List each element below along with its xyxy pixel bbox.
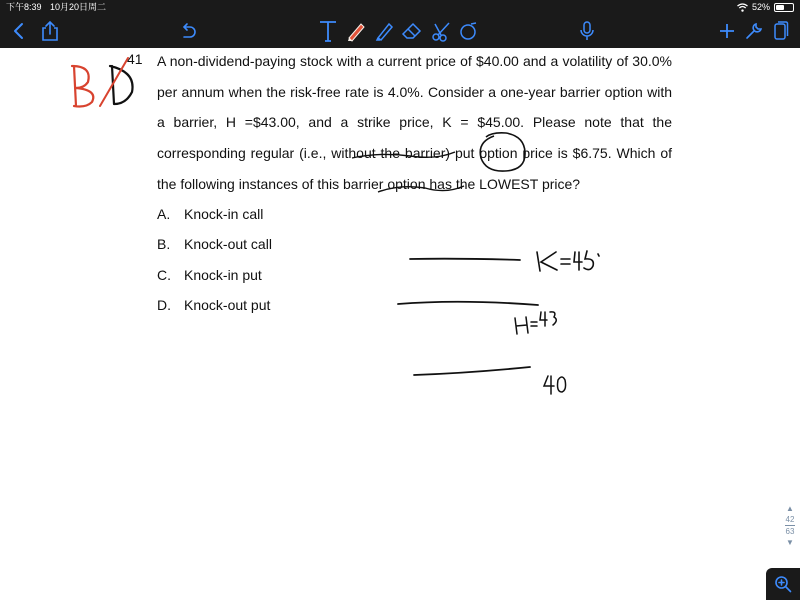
choice-letter: D.	[157, 297, 171, 313]
choice-c	[157, 265, 262, 285]
eraser-tool-button[interactable]	[399, 14, 425, 48]
add-icon	[718, 22, 736, 40]
text-tool-button[interactable]	[315, 14, 341, 48]
ink-letter-d	[110, 66, 133, 104]
choice-text: Knock-in put	[184, 267, 262, 283]
choice-text: Knock-out call	[184, 236, 272, 252]
lasso-tool-icon	[431, 20, 453, 42]
ink-line-strike	[410, 259, 520, 260]
ink-letter-b	[72, 66, 93, 107]
scroll-down-icon[interactable]: ▼	[786, 538, 794, 547]
add-button[interactable]	[714, 14, 740, 48]
toolbar	[0, 14, 800, 48]
highlighter-tool-icon	[375, 21, 395, 41]
question-number: 41	[127, 51, 143, 67]
zoom-in-icon	[774, 575, 792, 593]
shape-tool-button[interactable]	[456, 14, 482, 48]
share-button[interactable]	[37, 14, 63, 48]
status-time: 下午8:39	[6, 2, 42, 12]
zoom-button[interactable]	[766, 568, 800, 600]
settings-button[interactable]	[741, 14, 767, 48]
ink-line-barrier	[398, 302, 538, 305]
ink-strike	[100, 58, 128, 106]
status-bar	[0, 0, 800, 14]
back-button[interactable]	[6, 14, 32, 48]
choice-b	[157, 234, 272, 254]
battery-fill	[776, 5, 784, 10]
pen-tool-button[interactable]	[343, 14, 369, 48]
status-date: 10月20日周二	[50, 2, 107, 12]
choice-letter: C.	[157, 267, 171, 283]
pages-icon	[773, 21, 789, 41]
choice-text: Knock-out put	[184, 297, 271, 313]
total-pages-number: 63	[785, 527, 795, 536]
text-tool-icon	[318, 20, 338, 42]
ink-label-h	[515, 312, 556, 334]
highlighter-tool-button[interactable]	[372, 14, 398, 48]
choice-letter: A.	[157, 206, 171, 222]
battery-icon	[774, 3, 794, 12]
ink-label-40	[544, 376, 566, 394]
pen-tool-icon	[345, 20, 367, 42]
current-page-number: 42	[785, 515, 795, 524]
undo-icon	[179, 22, 197, 40]
choice-a	[157, 204, 263, 224]
wifi-icon	[737, 3, 748, 12]
microphone-icon	[579, 20, 595, 42]
shape-tool-icon	[459, 21, 479, 41]
eraser-tool-icon	[401, 21, 423, 41]
question-text: A non-dividend-paying stock with a current price of $40.00 and a volatility of 30.0% per annum when the risk-free rate is 4.0%. Consider a one-year barrier option with a barrier, H =$43.00, and a strike price, K = $45.00. Please note that the corresponding regular (i.e., without the barrier) put option price is $6.75. Which of the following instances of this barrier option has the LOWEST price?	[157, 53, 672, 192]
wrench-icon	[744, 21, 764, 41]
page-scroll-indicator[interactable]	[783, 503, 797, 548]
microphone-button[interactable]	[574, 14, 600, 48]
ink-label-k	[537, 251, 599, 271]
battery-percent: 52%	[751, 2, 770, 12]
pages-button[interactable]	[768, 14, 794, 48]
choice-text: Knock-in call	[184, 206, 264, 222]
back-icon	[12, 22, 26, 40]
status-right	[737, 0, 794, 14]
choice-d	[157, 295, 270, 315]
ink-line-spot	[414, 367, 530, 375]
share-icon	[41, 20, 59, 42]
choice-letter: B.	[157, 236, 171, 252]
scroll-up-icon[interactable]: ▲	[786, 504, 794, 513]
lasso-tool-button[interactable]	[429, 14, 455, 48]
undo-button[interactable]	[175, 14, 201, 48]
